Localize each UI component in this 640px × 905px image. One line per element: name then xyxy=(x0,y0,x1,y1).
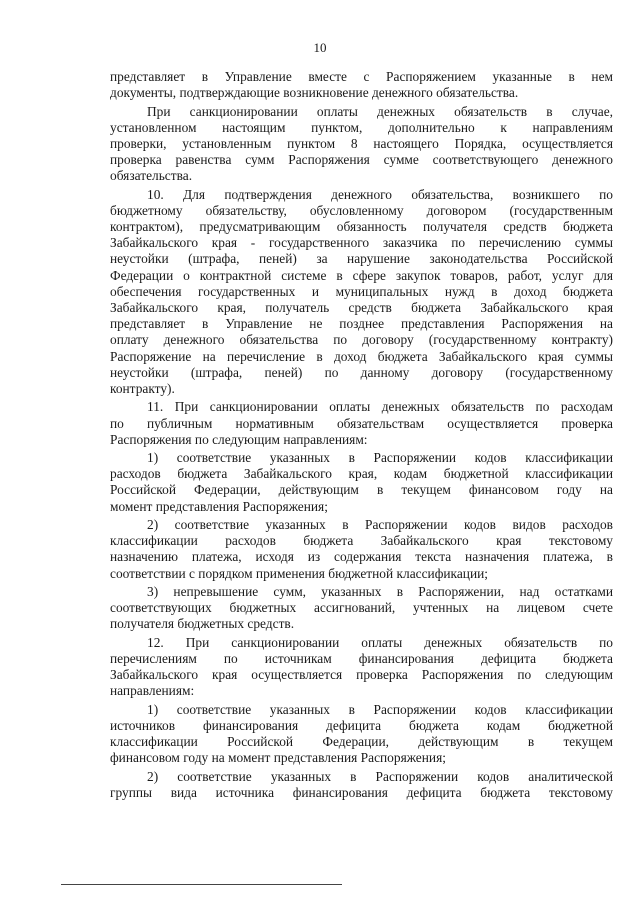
text-line: неустойки (штрафа, пеней) по данному договору (государственному xyxy=(110,364,613,380)
text-line: по публичным нормативным обязательствам осуществляется проверка xyxy=(110,415,613,431)
text-line: 1) соответствие указанных в Распоряжении кодов классификации xyxy=(147,450,613,466)
text-line: группы вида источника финансирования дефицита бюджета текстовому xyxy=(110,784,613,800)
text-line: 3) непревышение сумм, указанных в Распоряжении, над остатками xyxy=(147,583,613,599)
text-line: обязательства. xyxy=(110,168,193,184)
text-line: обеспечения государственных и муниципальных нужд в доход бюджета xyxy=(110,283,613,299)
text-line: Федерации о контрактной системе в сфере закупок товаров, работ, услуг для xyxy=(110,267,613,283)
text-line: бюджетному обязательству, обусловленному договором (государственным xyxy=(110,202,613,218)
paragraph-sanction-check xyxy=(110,104,613,185)
paragraph-item-11-1 xyxy=(110,450,613,515)
text-line: Распоряжения по следующим направлениям: xyxy=(110,431,368,447)
text-line: источников финансирования дефицита бюджета кодам бюджетной xyxy=(110,717,613,733)
text-line: Российской Федерации, действующим в текущем финансовом году на xyxy=(110,482,613,498)
text-line: установленном настоящим пунктом, дополнительно к направлениям xyxy=(110,119,613,135)
text-line: получателя бюджетных средств. xyxy=(110,616,295,632)
text-line: проверка равенства сумм Распоряжения сумме соответствующего денежного xyxy=(110,152,613,168)
footer-divider xyxy=(61,884,342,885)
text-line: контрактом), предусматривающим обязанность получателя средств бюджета xyxy=(110,219,613,235)
text-line: документы, подтверждающие возникновение денежного обязательства. xyxy=(110,85,519,101)
text-line: Забайкальского края осуществляется проверка Распоряжения по следующим xyxy=(110,667,613,683)
document-body xyxy=(110,69,613,803)
text-line: представляет в Управление не позднее представления Распоряжения на xyxy=(110,316,613,332)
text-line: соответствующих бюджетных ассигнований, учтенных на лицевом счете xyxy=(110,600,613,616)
paragraph-item-11-2 xyxy=(110,517,613,582)
text-line: момент представления Распоряжения; xyxy=(110,498,328,514)
text-line: расходов бюджета Забайкальского края, кодам бюджетной классификации xyxy=(110,466,613,482)
text-line: перечислениям по источникам финансирования дефицита бюджета xyxy=(110,650,613,666)
text-line: неустойки (штрафа, пеней) за нарушение законодательства Российской xyxy=(110,251,613,267)
text-line: направлениям: xyxy=(110,683,195,699)
text-line: представляет в Управление вместе с Распоряжением указанные в нем xyxy=(110,69,613,84)
page-number: 10 xyxy=(313,40,327,55)
text-line: назначению платежа, исходя из содержания текста назначения платежа, в xyxy=(110,549,613,565)
text-line: При санкционировании оплаты денежных обязательств в случае, xyxy=(147,103,613,119)
text-line: контракту). xyxy=(110,380,175,396)
text-line: 2) соответствие указанных в Распоряжении кодов видов расходов xyxy=(147,517,613,532)
text-line: классификации расходов бюджета Забайкальского края текстовому xyxy=(110,533,613,549)
text-line: 11. При санкционировании оплаты денежных обязательств по расходам xyxy=(147,399,613,415)
text-line: 2) соответствие указанных в Распоряжении кодов аналитической xyxy=(147,768,613,784)
paragraph-item-11-3 xyxy=(110,584,613,633)
paragraph-continuation xyxy=(110,69,613,101)
text-line: проверки, установленным пунктом 8 настоящего Порядка, осуществляется xyxy=(110,135,613,151)
text-line: 12. При санкционировании оплаты денежных обязательств по xyxy=(147,634,613,650)
text-line: Забайкальского края - государственного заказчика по перечислению суммы xyxy=(110,235,613,251)
text-line: финансовом году на момент представления Распоряжения; xyxy=(110,750,446,766)
text-line: 10. Для подтверждения денежного обязательства, возникшего по xyxy=(147,186,613,202)
text-line: соответствии с порядком применения бюджетной классификации; xyxy=(110,565,488,581)
text-line: классификации Российской Федерации, действующим в текущем xyxy=(110,734,613,749)
paragraph-item-12-1 xyxy=(110,702,613,767)
paragraph-item-12-2 xyxy=(110,769,613,801)
paragraph-item-11 xyxy=(110,399,613,448)
text-line: Забайкальского края, получатель средств бюджета Забайкальского края xyxy=(110,300,613,315)
text-line: 1) соответствие указанных в Распоряжении кодов классификации xyxy=(147,701,613,717)
text-line: оплату денежного обязательства по договору (государственному контракту) xyxy=(110,332,613,348)
text-line: Распоряжение на перечисление в доход бюджета Забайкальского края суммы xyxy=(110,348,613,364)
paragraph-item-10 xyxy=(110,187,613,397)
paragraph-item-12 xyxy=(110,635,613,700)
